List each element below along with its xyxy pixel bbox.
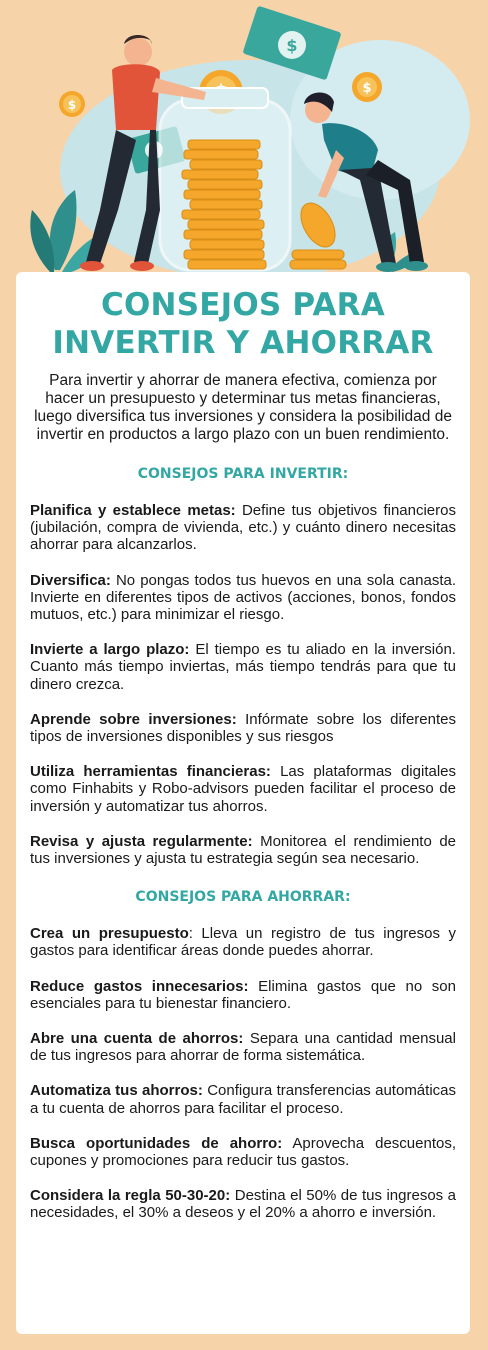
tip-text: Monitorea el rendimiento de tus inversiones y ajusta tu estrategia según sea necesario. <box>30 832 456 868</box>
tip-text: Las plataformas digitales como Finhabits y Robo-advisors pueden facilitar el proceso de inversión y automatizar tus ahorros. <box>30 763 457 815</box>
tip-label: Planifica y establece metas: <box>30 502 236 519</box>
invest-tip-2 <box>30 572 456 624</box>
tip-text: No pongas todos tus huevos en una sola canasta. Invierte en diferentes tipos de activos (acciones, bonos, fondos mutuos, etc.) para minimizar el riesgo. <box>30 571 456 624</box>
coin-icon <box>59 91 85 117</box>
tip-label: Crea un presupuesto <box>30 925 189 943</box>
coin-stack-icon <box>182 140 266 269</box>
save-heading: CONSEJOS PARA AHORRAR: <box>135 889 351 906</box>
tip-label: Diversifica: <box>30 571 111 589</box>
tip-text: Configura transferencias automáticas a tu cuenta de ahorros para facilitar el proceso. <box>30 1082 456 1117</box>
svg-text:$: $ <box>286 36 298 55</box>
tip-label: Utiliza herramientas financieras: <box>30 763 271 781</box>
tip-text: Destina el 50% de tus ingresos a necesidades, el 30% a deseos y el 20% a ahorro e inversión. <box>30 1187 456 1222</box>
coin-icon <box>352 72 382 102</box>
invest-tip-1 <box>30 502 456 554</box>
tip-label: Considera la regla 50-30-20: <box>30 1187 231 1205</box>
tip-text: Infórmate sobre los diferentes tipos de inversiones disponibles y sus riesgos <box>30 710 456 746</box>
save-tip-3 <box>30 1030 456 1064</box>
intro-text: Para invertir y ahorrar de manera efectiva, comienza por hacer un presupuesto y determinar tus metas financieras, luego diversifica tus inversiones y considera la posibilidad de invertir en productos a largo plazo con un buen rendimiento. <box>34 372 452 443</box>
svg-text:$: $ <box>362 81 372 96</box>
invest-tip-3 <box>30 641 456 693</box>
save-tip-4 <box>30 1082 456 1116</box>
tip-text: Separa una cantidad mensual de tus ingresos para ahorrar de forma sistemática. <box>30 1030 456 1065</box>
tip-label: Reduce gastos innecesarios: <box>30 977 249 995</box>
tip-text: Define tus objetivos financieros (jubilación, compra de vivienda, etc.) y cuánto dinero necesitas ahorrar para alcanzarlos. <box>30 502 456 554</box>
tip-label: Automatiza tus ahorros: <box>30 1082 203 1100</box>
tip-text: El tiempo es tu aliado en la inversión. Cuanto más tiempo inviertas, más tiempo tendrás para que tu dinero crezca. <box>30 641 456 693</box>
savings-illustration <box>0 0 488 290</box>
tip-label: Aprende sobre inversiones: <box>30 710 237 728</box>
tip-label: Revisa y ajusta regularmente: <box>30 832 253 850</box>
tip-text: Elimina gastos que no son esenciales para tu bienestar financiero. <box>30 977 456 1012</box>
tip-text: : Lleva un registro de tus ingresos y gastos para identificar áreas donde puedes ahorrar. <box>30 925 456 960</box>
invest-tip-6 <box>30 833 456 867</box>
save-tip-1 <box>30 925 456 959</box>
page-title <box>30 286 456 362</box>
invest-tip-4 <box>30 711 456 745</box>
title-line-1: CONSEJOS PARA <box>101 287 385 323</box>
content-card <box>16 272 470 1334</box>
tip-text: Aprovecha descuentos, cupones y promociones para reducir tus gastos. <box>30 1134 457 1170</box>
save-tip-6 <box>30 1187 456 1221</box>
save-tip-2 <box>30 978 456 1012</box>
invest-heading: CONSEJOS PARA INVERTIR: <box>137 466 349 482</box>
svg-text:$: $ <box>67 98 77 112</box>
invest-tip-5 <box>30 763 456 815</box>
tip-label: Busca oportunidades de ahorro: <box>30 1134 283 1152</box>
tip-label: Abre una cuenta de ahorros: <box>30 1030 244 1048</box>
tip-label: Invierte a largo plazo: <box>30 641 190 659</box>
title-line-2: INVERTIR Y AHORRAR <box>52 325 434 361</box>
save-tip-5 <box>30 1135 456 1169</box>
